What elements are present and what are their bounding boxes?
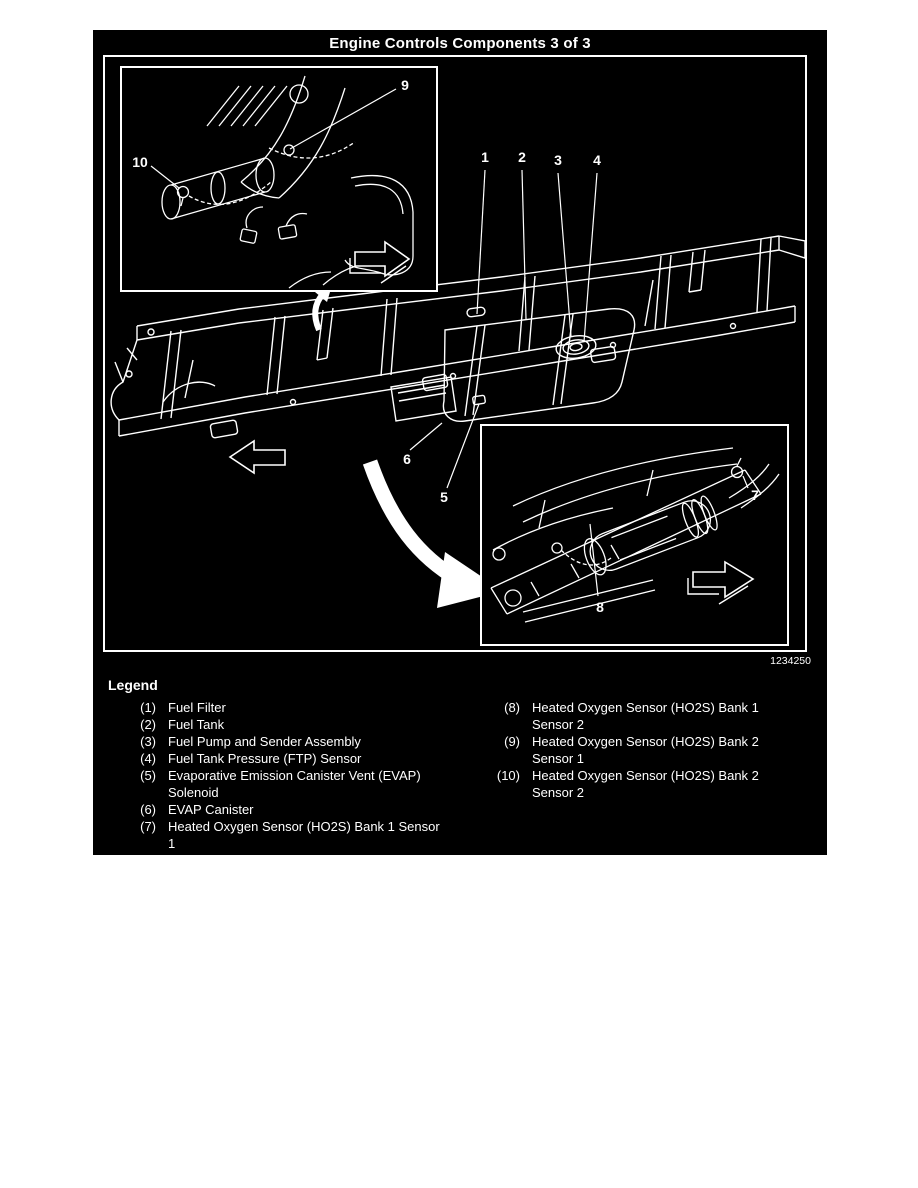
legend-item <box>122 801 462 818</box>
inset-rear-exhaust-view <box>481 425 788 645</box>
callout-8: 8 <box>596 599 604 615</box>
callout-9: 9 <box>401 77 409 93</box>
legend-item-label: Fuel Tank Pressure (FTP) Sensor <box>168 751 362 766</box>
legend-item-label: Fuel Filter <box>168 700 226 715</box>
callout-1: 1 <box>481 149 489 165</box>
legend-item-label: Heated Oxygen Sensor (HO2S) Bank 2 Sensor 1 <box>532 734 759 766</box>
legend-item <box>122 716 462 733</box>
callout-2: 2 <box>518 149 526 165</box>
legend-item-number: (5) <box>140 768 156 783</box>
legend-item <box>122 733 462 750</box>
callout-5: 5 <box>440 489 448 505</box>
callout-6: 6 <box>403 451 411 467</box>
engine-diagram <box>93 30 827 675</box>
legend-item-label: Heated Oxygen Sensor (HO2S) Bank 1 Sensor 2 <box>532 700 759 732</box>
figure-title: Engine Controls Components 3 of 3 <box>329 35 591 52</box>
inset-frame-bottom-right <box>481 425 788 645</box>
figure-number: 1234250 <box>770 655 811 667</box>
legend-item-label: Heated Oxygen Sensor (HO2S) Bank 1 Sensor 1 <box>168 819 440 851</box>
legend-item-label: EVAP Canister <box>168 802 254 817</box>
legend-column-right <box>486 699 786 801</box>
legend-item <box>486 699 786 733</box>
callout-4: 4 <box>593 152 601 168</box>
legend-item <box>122 767 462 801</box>
legend-item-label: Fuel Tank <box>168 717 225 732</box>
legend-item <box>122 699 462 716</box>
legend-title: Legend <box>108 677 158 693</box>
direction-arrow-left-icon <box>230 441 285 473</box>
legend-item <box>486 733 786 767</box>
legend-item-label: Fuel Pump and Sender Assembly <box>168 734 361 749</box>
inset-front-exhaust-view <box>121 67 437 291</box>
legend-item <box>122 750 462 767</box>
legend-item-number: (8) <box>504 700 520 715</box>
legend-item-number: (4) <box>140 751 156 766</box>
fuel-tank-art <box>391 307 635 421</box>
legend-item-label: Evaporative Emission Canister Vent (EVAP) Solenoid <box>168 768 421 800</box>
legend-item-number: (2) <box>140 717 156 732</box>
legend-item-number: (3) <box>140 734 156 749</box>
legend-item-number: (9) <box>504 734 520 749</box>
figure-panel <box>93 30 827 855</box>
legend-item-number: (7) <box>140 819 156 834</box>
callout-3: 3 <box>554 152 562 168</box>
legend-item <box>122 818 462 852</box>
callout-10: 10 <box>132 154 148 170</box>
callout-7: 7 <box>751 487 759 503</box>
legend-item-number: (10) <box>496 768 520 783</box>
legend-column-left <box>122 699 462 852</box>
legend-item-label: Heated Oxygen Sensor (HO2S) Bank 2 Sensor 2 <box>532 768 759 800</box>
legend-item-number: (1) <box>140 700 156 715</box>
legend-item <box>486 767 786 801</box>
legend-item-number: (6) <box>140 802 156 817</box>
